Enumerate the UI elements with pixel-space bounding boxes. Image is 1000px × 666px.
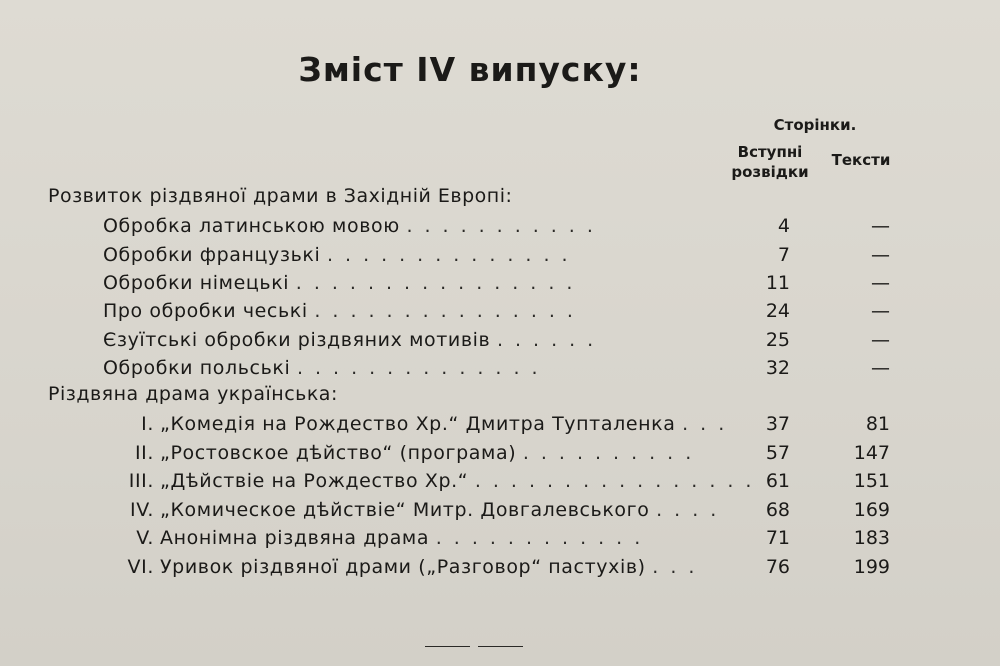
intro-page: 71 bbox=[765, 527, 790, 549]
intro-page: 24 bbox=[765, 300, 790, 322]
intro-column-header: Вступні розвідки bbox=[731, 143, 809, 181]
intro-page: 7 bbox=[777, 244, 790, 266]
toc-entry: „Комическое дѣйствіе“ Митр. Довгалевського .... bbox=[160, 499, 729, 521]
section-heading-west: Розвиток різдвяної драми в Західній Европі: bbox=[48, 185, 513, 207]
text-page: 183 bbox=[853, 527, 890, 549]
text-page: 151 bbox=[853, 470, 890, 492]
toc-entry: Обробки французькі .............. bbox=[103, 244, 580, 266]
texts-column-header: Тексти bbox=[831, 151, 891, 169]
intro-page: 11 bbox=[765, 272, 790, 294]
section-heading-ukrainian: Різдвяна драма українська: bbox=[48, 383, 338, 405]
roman-numeral: I. bbox=[141, 413, 154, 435]
roman-numeral: VI. bbox=[127, 556, 154, 578]
roman-numeral: IV. bbox=[130, 499, 154, 521]
text-page: — bbox=[871, 329, 890, 351]
entry-label: „Комическое дѣйствіе“ Митр. Довгалевського bbox=[160, 499, 650, 521]
text-page: 147 bbox=[853, 442, 890, 464]
entry-label: Про обробки чеські bbox=[103, 300, 308, 322]
entry-label: Єзуїтські обробки різдвяних мотивів bbox=[103, 329, 491, 351]
text-page: 199 bbox=[853, 556, 890, 578]
toc-entry: Про обробки чеські ............... bbox=[103, 300, 585, 322]
toc-entry: Обробки польські .............. bbox=[103, 357, 550, 379]
intro-page: 68 bbox=[765, 499, 790, 521]
toc-entry: Анонімна різдвяна драма ............ bbox=[160, 527, 653, 549]
page-title: Зміст IV випуску: bbox=[298, 50, 642, 89]
intro-page: 57 bbox=[765, 442, 790, 464]
text-page: — bbox=[871, 357, 890, 379]
entry-label: Уривок різдвяної драми („Разговор“ пастухів) bbox=[160, 556, 646, 578]
toc-entry: „Ростовское дѣйство“ (програма) .......... bbox=[160, 442, 704, 464]
toc-entry: Єзуїтські обробки різдвяних мотивів ...... bbox=[103, 329, 606, 351]
text-page: 169 bbox=[853, 499, 890, 521]
roman-numeral: II. bbox=[134, 442, 154, 464]
divider-rule bbox=[478, 646, 523, 647]
entry-label: Обробки польські bbox=[103, 357, 291, 379]
text-page: — bbox=[871, 215, 890, 237]
entry-label: Обробка латинською мовою bbox=[103, 215, 400, 237]
divider-rule bbox=[425, 646, 470, 647]
intro-page: 76 bbox=[765, 556, 790, 578]
text-page: — bbox=[871, 244, 890, 266]
toc-entry: Обробка латинською мовою ........... bbox=[103, 215, 605, 237]
roman-numeral: V. bbox=[136, 527, 154, 549]
entry-label: Обробки французькі bbox=[103, 244, 321, 266]
text-page: — bbox=[871, 272, 890, 294]
intro-page: 61 bbox=[765, 470, 790, 492]
entry-label: Анонімна різдвяна драма bbox=[160, 527, 430, 549]
toc-entry: „Дѣйствіе на Рождество Хр.“ ................ bbox=[160, 470, 763, 492]
entry-label: „Дѣйствіе на Рождество Хр.“ bbox=[160, 470, 469, 492]
text-page: 81 bbox=[865, 413, 890, 435]
roman-numeral: III. bbox=[128, 470, 154, 492]
entry-label: Обробки німецькі bbox=[103, 272, 290, 294]
pages-header: Сторінки. bbox=[773, 116, 857, 134]
toc-entry: Обробки німецькі ................ bbox=[103, 272, 585, 294]
intro-page: 32 bbox=[765, 357, 790, 379]
toc-entry: Уривок різдвяної драми („Разговор“ пастухів) ... bbox=[160, 556, 707, 578]
intro-page: 25 bbox=[765, 329, 790, 351]
entry-label: „Ростовское дѣйство“ (програма) bbox=[160, 442, 517, 464]
text-page: — bbox=[871, 300, 890, 322]
intro-page: 37 bbox=[765, 413, 790, 435]
entry-label: „Комедія на Рождество Хр.“ Дмитра Тупталенка bbox=[160, 413, 676, 435]
intro-page: 4 bbox=[777, 215, 790, 237]
toc-entry: „Комедія на Рождество Хр.“ Дмитра Тупталенка ... bbox=[160, 413, 737, 435]
